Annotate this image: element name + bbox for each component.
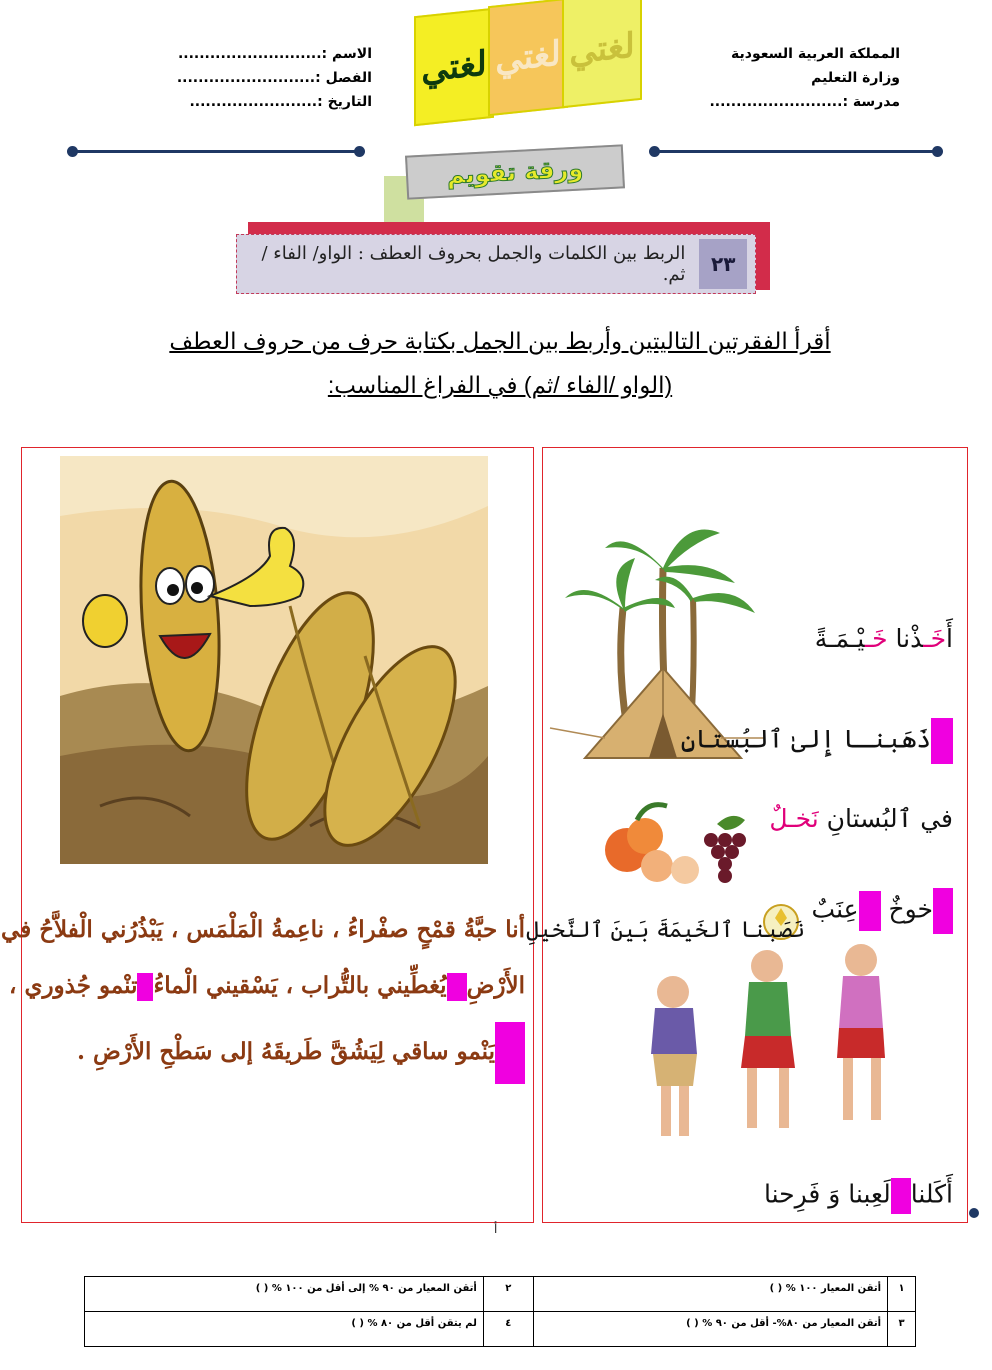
date-field[interactable]: التاريخ :........................ (189, 94, 372, 110)
conjunction-blank[interactable] (931, 718, 953, 764)
header-divider-right (654, 150, 938, 153)
school-info (650, 42, 900, 114)
sentence-went-garden: ذَهَبنـا إِلىٰ ٱلبُستانِ (681, 718, 953, 764)
logo-card-back: لغتي (562, 0, 642, 108)
instruction-line-1: أقرأ الفقرتين التاليتين وأربط بين الجمل بكتابة حرف من حروف العطف (169, 328, 831, 354)
rubric-number: ٣ (888, 1312, 916, 1347)
lesson-number: ٢٣ (699, 239, 747, 289)
wheat-story (1, 910, 535, 1078)
rubric-criterion[interactable]: لم يتقن أقل من ٨٠ % ( ) (85, 1312, 484, 1347)
story-line-1: أنا حبَّةُ قمْحٍ صفْراءُ ، ناعِمةُ الْمَلْمَس ، يَبْذُرُني الْفلاَّحُ في (1, 916, 525, 943)
lesson-title-bar (236, 234, 756, 294)
rubric-number: ٤ (483, 1312, 533, 1347)
tent-paragraph-panel (526, 447, 968, 1223)
rubric-criterion[interactable]: أتقن المعيار من ٨٠%- أقل من ٩٠ % ( ) (533, 1312, 887, 1347)
sentence-ate-played: أَكَلنالَعِبنا وَ فَرِحنا (764, 1178, 953, 1214)
logo-card-front: لغتي (414, 8, 494, 126)
wheat-paragraph-panel (1, 447, 534, 1223)
kingdom-label: المملكة العربية السعودية (731, 46, 900, 62)
conjunction-blank[interactable] (859, 891, 881, 931)
side-bullet (969, 1208, 979, 1218)
school-field[interactable]: مدرسة :......................... (709, 94, 900, 110)
lesson-title: الربط بين الكلمات والجمل بحروف العطف : الواو/ الفاء / ثم. (261, 243, 686, 285)
conjunction-blank[interactable] (933, 888, 953, 934)
fruits-illustration (597, 790, 753, 892)
children-playing-illustration (615, 936, 901, 1160)
sentence-palms-in-garden: في ٱلبُستانِ نَخـلٌ (769, 804, 953, 833)
ministry-label: وزارة التعليم (811, 70, 900, 86)
rubric-criterion[interactable]: أتقن المعيار من ٩٠ % إلى أقل من ١٠٠ % ( ) (85, 1277, 484, 1312)
table-row (85, 1312, 916, 1347)
sentence-peach-grapes: خوخٌ عِنَبٌ (812, 888, 953, 934)
evaluation-sheet-banner: ورقة تقويم (405, 144, 625, 199)
conjunction-blank[interactable] (891, 1178, 911, 1214)
table-row (85, 1277, 916, 1312)
name-field[interactable]: الاسم :........................... (177, 46, 372, 62)
header-divider-left (72, 150, 360, 153)
sentence-pitched-tent: نَصَبنا ٱلخَيمَةَ بَينَ ٱلنَّخيلِ (526, 918, 805, 943)
sentence-took-tent: أَخَـذْنا خَـيْـمَـةً (814, 624, 953, 653)
conjunction-blank[interactable] (447, 973, 467, 1001)
conjunction-blank[interactable] (495, 1022, 525, 1084)
logo-card-middle: لغتي (488, 0, 568, 116)
conjunction-blank[interactable] (137, 973, 153, 1001)
wheat-grain-illustration (60, 456, 488, 864)
page-mark: أ (494, 1222, 498, 1236)
rubric-number: ٢ (483, 1277, 533, 1312)
story-line-3: يَنْمو ساقي لِيَشُقَّ طَريقَهُ إلى سَطْحِ الأَرْضِ . (32, 1022, 525, 1078)
rubric-number: ١ (888, 1277, 916, 1312)
story-line-2: الأَرْضِيُغطِّيني بالتُّراب ، يَسْقيني الْماءُتنْمو جُذوري ، (9, 972, 525, 999)
rubric-criterion[interactable]: أتقن المعيار ١٠٠ % ( ) (533, 1277, 887, 1312)
lughati-logo (380, 0, 650, 230)
class-field[interactable]: الفصل :.......................... (176, 70, 372, 86)
instruction-line-2: (الواو /الفاء /ثم) في الفراغ المناسب: (327, 372, 673, 398)
assessment-rubric-table (84, 1276, 916, 1347)
student-info (132, 42, 372, 114)
